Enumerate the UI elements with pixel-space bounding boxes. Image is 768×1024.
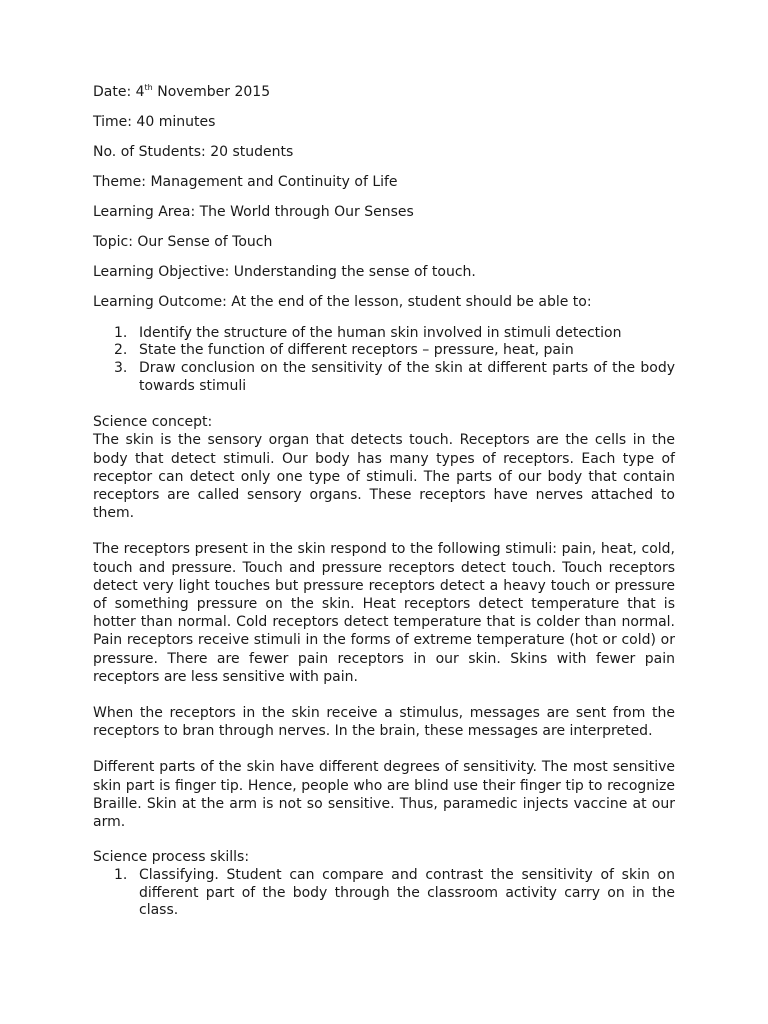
- students-line: No. of Students: 20 students: [93, 143, 294, 160]
- time-line: Time: 40 minutes: [93, 113, 216, 130]
- topic-line: Topic: Our Sense of Touch: [93, 233, 273, 250]
- list-item: 3. Draw conclusion on the sensitivity of the skin at different parts of the body towards stimuli: [114, 360, 675, 394]
- process-skills-list: [93, 867, 675, 920]
- theme-line: Theme: Management and Continuity of Life: [93, 173, 398, 190]
- outcome-line: Learning Outcome: At the end of the lesson, student should be able to:: [93, 293, 592, 310]
- process-skills-heading: Science process skills:: [93, 849, 250, 866]
- paragraph: Different parts of the skin have different degrees of sensitivity. The most sensitive skin part is finger tip. Hence, people who are blind use their finger tip to recognize Braille. Skin at the arm is not so sensitive. Thus, paramedic injects vaccine at our arm.: [93, 759, 675, 830]
- paragraph: The receptors present in the skin respond to the following stimuli: pain, heat, cold, touch and pressure. Touch and pressure receptors detect touch. Touch receptors detect very light touches but pressure receptors detect a heavy touch or pressure of something pressure on the skin. Heat receptors detect temperature that is hotter than normal. Cold receptors detect temperature that is colder than normal. Pain receptors receive stimuli in the forms of extreme temperature (hot or cold) or pressure. There are fewer pain receptors in our skin. Skins with fewer pain receptors are less sensitive with pain.: [93, 541, 675, 685]
- learning-area-line: Learning Area: The World through Our Senses: [93, 203, 414, 220]
- list-item: 2. State the function of different receptors – pressure, heat, pain: [114, 342, 574, 359]
- date-superscript: th: [144, 83, 153, 92]
- paragraph: The skin is the sensory organ that detects touch. Receptors are the cells in the body that detect stimuli. Our body has many types of receptors. Each type of receptor can detect only one type of stimuli. The parts of our body that contain receptors are called sensory organs. These receptors have nerves attached to them.: [93, 432, 675, 522]
- outcomes-list: [93, 325, 675, 396]
- science-concept-heading: Science concept:: [93, 413, 213, 430]
- date-line: Date: 4th November 2015: [93, 83, 271, 100]
- objective-line: Learning Objective: Understanding the sense of touch.: [93, 263, 476, 280]
- paragraph: When the receptors in the skin receive a stimulus, messages are sent from the receptors to bran through nerves. In the brain, these messages are interpreted.: [93, 704, 675, 740]
- list-item: 1. Identify the structure of the human skin involved in stimuli detection: [114, 324, 622, 341]
- document-page: [93, 84, 675, 920]
- list-item: 1. Classifying. Student can compare and contrast the sensitivity of skin on different part of the body through the classroom activity carry on in the class.: [114, 866, 675, 919]
